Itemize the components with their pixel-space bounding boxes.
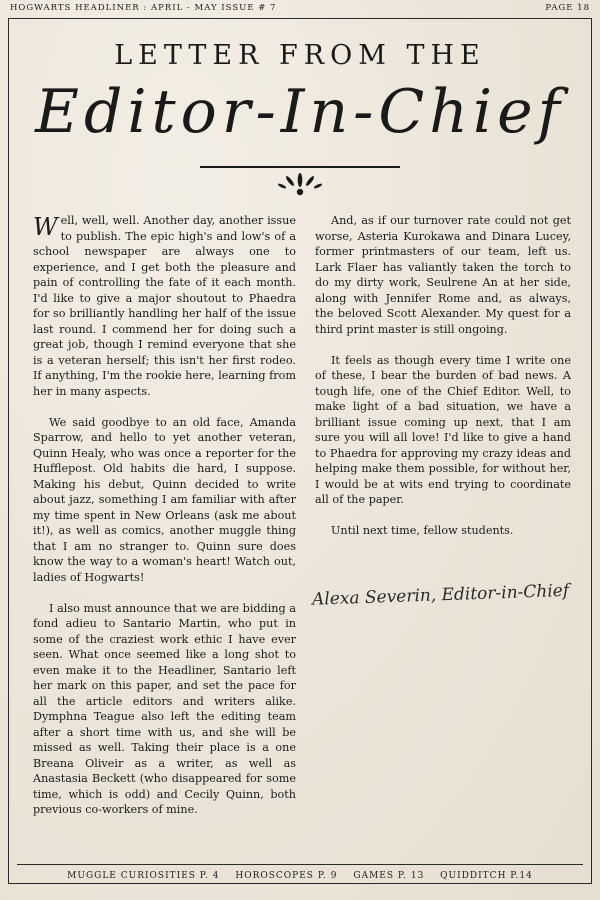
article-column-left [33, 213, 296, 833]
header-bar [10, 3, 590, 16]
article-paragraph: Until next time, fellow students. [331, 524, 514, 537]
page-number: PAGE 18 [545, 3, 590, 13]
editor-signature: Alexa Severin, Editor-in-Chief [311, 580, 570, 610]
article-paragraph: It feels as though every time I write one of these, I bear the burden of bad news. A tough life, one of the Chief Editor. Well, to make light of a bad situation, we have a brilliant issue coming up next, that I am sure you will all love! I'd like to give a hand to Phaedra for approving my crazy ideas and helping make them possible, for without her, I would be at wits end trying to coordinate all of the paper. [315, 353, 571, 506]
article-paragraph: I also must announce that we are bidding a fond adieu to Santario Martin, who put in some of the craziest work ethic I have ever seen. What once seemed like a long shot to even make it to the Headliner, Santario left her mark on this paper, and set the pace for all the article editors and writers alike. Dymphna Teague also left the editing team after a short time with us, and she will be missed as well. Taking their place is a one Breana Oliveir as a writer, as well as Anastasia Beckett (who disappeared for some time, which is odd) and Cecily Quinn, both previous co-workers of mine. [33, 601, 296, 816]
footer-index [0, 871, 600, 881]
title-line-2: Editor-In-Chief [35, 77, 565, 147]
article-paragraph: We said goodbye to an old face, Amanda Sparrow, and hello to yet another veteran, Quinn Healy, who was once a reporter for the Hufflepost. Old habits die hard, I suppose. Making his debut, Quinn decided to write about jazz, something I am familiar with after my time spent in New Orleans (ask me about it!), as well as comics, another muggle thing that I am no stranger to. Quinn sure does know the way to a woman's heart! Watch out, ladies of Hogwarts! [33, 415, 296, 584]
issue-label: HOGWARTS HEADLINER : APRIL - MAY ISSUE # 7 [10, 3, 277, 13]
footer-divider [17, 864, 583, 865]
footer-item: QUIDDITCH P.14 [440, 871, 533, 881]
article-paragraph: And, as if our turnover rate could not get worse, Asteria Kurokawa and Dinara Lucey, former printmasters of our team, left us. Lark Flaer has valiantly taken the torch to do my dirty work, Seulrene An at her side, along with Jennifer Rome and, as always, the beloved Scott Alexander. My quest for a third print master is still ongoing. [315, 214, 571, 336]
footer-item: MUGGLE CURIOSITIES P. 4 [67, 871, 220, 881]
footer-item: GAMES P. 13 [353, 871, 425, 881]
drop-cap: W [33, 213, 58, 241]
article-column-right [315, 213, 571, 554]
title-line-1: LETTER FROM THE [114, 40, 486, 71]
article-paragraph: Well, well, well. Another day, another issue to publish. The epic high's and low's of a school newspaper are always one to experience, and I get both the pleasure and pain of controlling the fate of it each month. I'd like to give a major shoutout to Phaedra for so brilliantly handling her half of the issue last round. I commend her for doing such a great job, though I remind everyone that she is a veteran herself; this isn't her first rodeo. If anything, I'm the rookie here, learning from her in many aspects. [33, 213, 296, 398]
footer-item: HOROSCOPES P. 9 [235, 871, 338, 881]
flourish-ornament-icon [200, 162, 400, 196]
